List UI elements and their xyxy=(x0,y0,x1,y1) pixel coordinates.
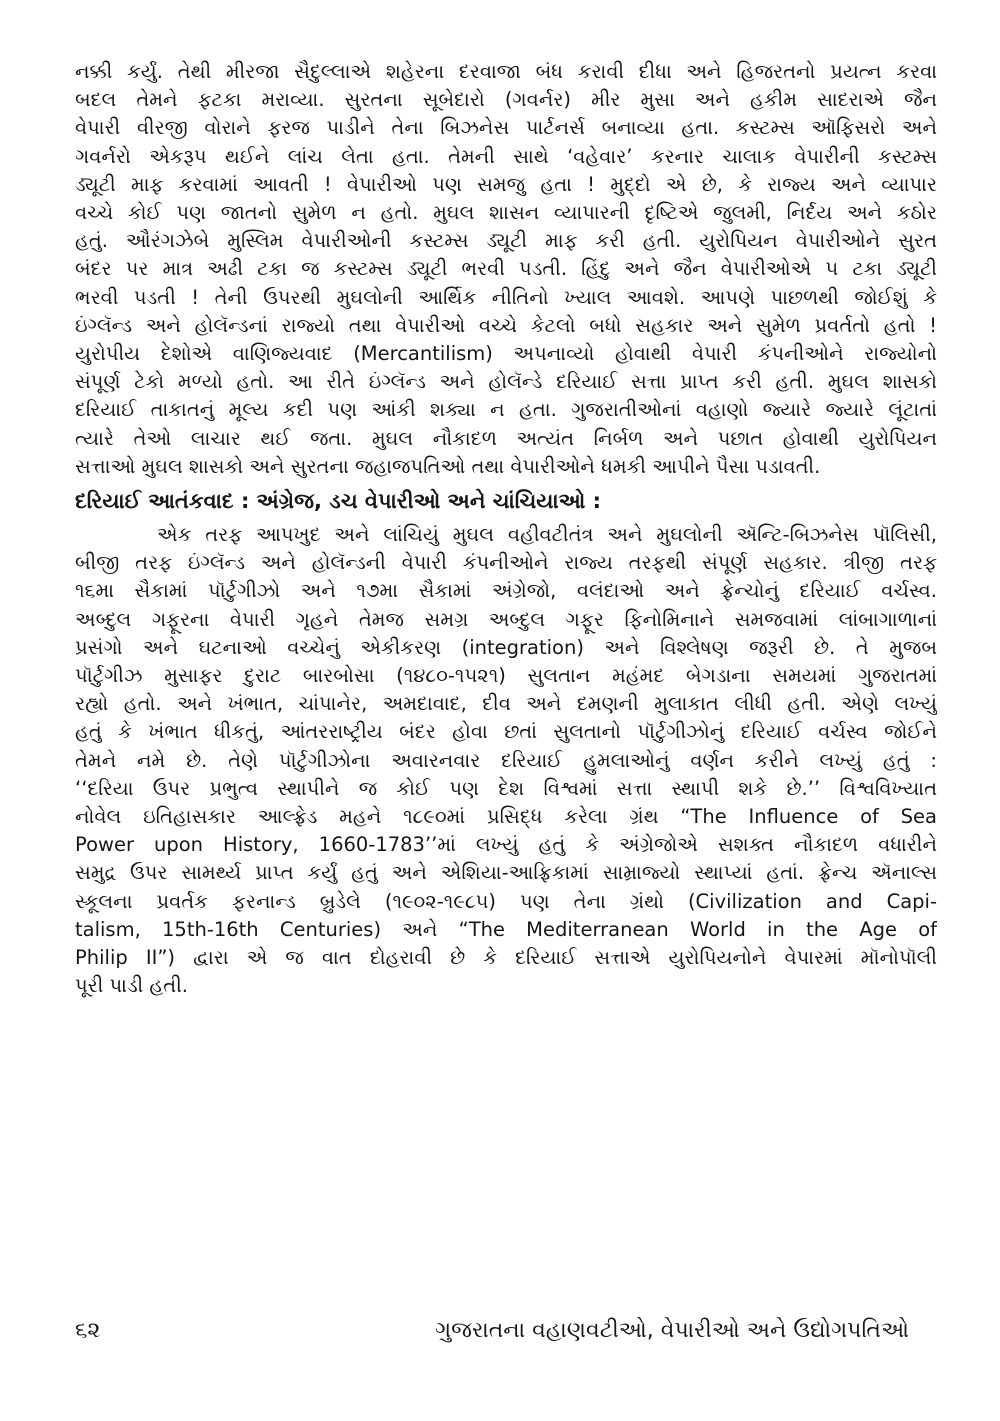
page-footer xyxy=(75,1318,937,1352)
section-heading: દરિયાઈ આતંકવાદ : અંગ્રેજ, ડચ વેપારીઓ અને ચાંચિયાઓ : xyxy=(75,489,602,514)
text-line: નોવેલ ઇતિહાસકાર આલ્ફ્રેડ મહને ૧૮૯૦માં પ્રસિદ્ધ કરેલા ગ્રંથ “The Influence of Sea xyxy=(75,805,937,829)
text-line: ‘‘દરિયા ઉપર પ્રભુત્વ સ્થાપીને જ કોઈ પણ દેશ વિશ્વમાં સત્તા સ્થાપી શકે છે.’’ વિશ્વવિખ્યાત xyxy=(75,776,937,800)
paragraph-2 xyxy=(75,521,937,1000)
text-line: બંદર પર માત્ર અઢી ટકા જ કસ્ટમ્સ ડ્યૂટી ભરવી પડતી. હિંદુ અને જૈન વેપારીઓએ ૫ ટકા ડ્યૂટી xyxy=(75,257,937,281)
text-line: વચ્ચે કોઈ પણ જાતનો સુમેળ ન હતો. મુઘલ શાસન વ્યાપારની દૃષ્ટિએ જુલમી, નિર્દય અને કઠોર xyxy=(75,201,937,225)
text-line: ૧૬મા સૈકામાં પૉર્ટુગીઝો અને ૧૭મા સૈકામાં અંગ્રેજો, વલંદાઓ અને ફ્રેન્ચોનું દરિયાઈ વર્ચસ્વ. xyxy=(75,579,937,603)
text-line: તેમને નમે છે. તેણે પૉર્ટુગીઝોના અવારનવાર દરિયાઈ હુમલાઓનું વર્ણન કરીને લખ્યું હતું : xyxy=(75,748,937,772)
text-line: એક તરફ આપખુદ અને લાંચિયું મુઘલ વહીવટીતંત્ર અને મુઘલોની ઍન્ટિ-બિઝનેસ પૉલિસી, xyxy=(157,523,937,547)
text-line: સંપૂર્ણ ટેકો મળ્યો હતો. આ રીતે ઇંગ્લૅન્ડ અને હોલૅન્ડે દરિયાઈ સત્તા પ્રાપ્ત કરી હતી. મુઘલ શાસકો xyxy=(75,370,937,394)
text-line: બદલ તેમને ફટકા મરાવ્યા. સુરતના સૂબેદારો (ગવર્નર) મીર મુસા અને હકીમ સાદરાએ જૈન xyxy=(75,88,937,112)
text-line: વેપારી વીરજી વોરાને ફરજ પાડીને તેના બિઝનેસ પાર્ટનર્સ બનાવ્યા હતા. કસ્ટમ્સ ઑફિસરો અને xyxy=(75,116,937,140)
text-line: પૂરી પાડી હતી. xyxy=(75,974,188,998)
page-body xyxy=(75,58,937,1001)
text-line: Philip II”) દ્વારા એ જ વાત દોહરાવી છે કે દરિયાઈ સત્તાએ યુરોપિયનોને વેપારમાં મૉનોપૉલી xyxy=(75,946,937,970)
text-line: દરિયાઈ તાકાતનું મૂલ્ય કદી પણ આંકી શક્યા ન હતા. ગુજરાતીઓનાં વહાણો જ્યારે જ્યારે લૂંટાતાં xyxy=(75,398,937,422)
text-line: ડ્યૂટી માફ કરવામાં આવતી ! વેપારીઓ પણ સમજુ હતા ! મુદ્દો એ છે, કે રાજ્ય અને વ્યાપાર xyxy=(75,172,937,196)
text-line: પૉર્ટુગીઝ મુસાફર દુરાટ બારબોસા (૧૪૮૦-૧૫૨૧) સુલતાન મહંમદ બેગડાના સમયમાં ગુજરાતમાં xyxy=(75,664,937,688)
text-line: હતું કે ખંભાત ધીકતું, આંતરરાષ્ટ્રીય બંદર હોવા છતાં સુલતાનો પૉર્ટુગીઝોનું દરિયાઈ વર્ચસ્વ જોઈને xyxy=(75,720,937,744)
text-line: સત્તાઓ મુઘલ શાસકો અને સુરતના જહાજપતિઓ તથા વેપારીઓને ધમકી આપીને પૈસા પડાવતી. xyxy=(75,454,821,478)
text-line: સ્કૂલના પ્રવર્તક ફરનાન્ડ બ્રુડેલે (૧૯૦૨-૧૯૮૫) પણ તેના ગ્રંથો (Civilization and Capi- xyxy=(75,889,937,913)
text-line: પ્રસંગો અને ઘટનાઓ વચ્ચેનું એકીકરણ (integration) અને વિશ્લેષણ જરૂરી છે. તે મુજબ xyxy=(75,635,937,659)
text-line: talism, 15th-16th Centuries) અને “The Mediterranean World in the Age of xyxy=(75,917,937,941)
text-line: ઇંગ્લૅન્ડ અને હોલૅન્ડનાં રાજ્યો તથા વેપારીઓ વચ્ચે કેટલો બધો સહકાર અને સુમેળ પ્રવર્તતો હતો ! xyxy=(75,313,937,337)
text-line: નક્કી કર્યું. તેથી મીરજા સૈદુલ્લાએ શહેરના દરવાજા બંધ કરાવી દીધા અને હિજરતનો પ્રયત્ન કરવા xyxy=(75,60,937,83)
text-line: યુરોપીય દેશોએ વાણિજ્યવાદ (Mercantilism) અપનાવ્યો હોવાથી વેપારી કંપનીઓને રાજ્યોનો xyxy=(75,342,937,366)
text-line: બીજી તરફ ઇંગ્લૅન્ડ અને હોલૅન્ડની વેપારી કંપનીઓને રાજ્ય તરફથી સંપૂર્ણ સહકાર. ત્રીજી તરફ xyxy=(75,551,937,575)
text-line: રહ્યો હતો. અને ખંભાત, ચાંપાનેર, અમદાવાદ, દીવ અને દમણની મુલાકાત લીધી હતી. એણે લખ્યું xyxy=(75,692,937,716)
text-line: હતું. ઔરંગઝેબે મુસ્લિમ વેપારીઓની કસ્ટમ્સ ડ્યૂટી માફ કરી હતી. યુરોપિયન વેપારીઓને સુરત xyxy=(75,229,937,253)
text-line: ત્યારે તેઓ લાચાર થઈ જતા. મુઘલ નૌકાદળ અત્યંત નિર્બળ અને પછાત હોવાથી યુરોપિયન xyxy=(75,426,937,450)
paragraph-1 xyxy=(75,58,937,481)
text-line: ભરવી પડતી ! તેની ઉપરથી મુઘલોની આર્થિક નીતિનો ખ્યાલ આવશે. આપણે પાછળથી જોઈશું કે xyxy=(75,285,937,309)
text-line: સમુદ્ર ઉપર સામર્થ્ય પ્રાપ્ત કર્યું હતું અને એશિયા-આફ્રિકામાં સામ્રાજ્યો સ્થાપ્યાં હતાં. ફ્રેન્ચ ઍનાલ્સ xyxy=(75,861,937,885)
text-line: ગવર્નરો એકરૂપ થઈને લાંચ લેતા હતા. તેમની સાથે ‘વહેવાર’ કરનાર ચાલાક વેપારીની કસ્ટમ્સ xyxy=(75,144,937,168)
page-number: ૬૨ xyxy=(75,1318,101,1343)
text-line: અબ્દુલ ગફૂરના વેપારી ગૃહને તેમજ સમગ્ર અબ્દુલ ગફૂર ફિનોમિનાને સમજવામાં લાંબાગાળાનાં xyxy=(75,607,937,631)
text-line: Power upon History, 1660-1783’’માં લખ્યું હતું કે અંગ્રેજોએ સશક્ત નૌકાદળ વધારીને xyxy=(75,833,937,857)
running-title: ગુજરાતના વહાણવટીઓ, વેપારીઓ અને ઉદ્યોગપતિઓ xyxy=(435,1318,909,1343)
